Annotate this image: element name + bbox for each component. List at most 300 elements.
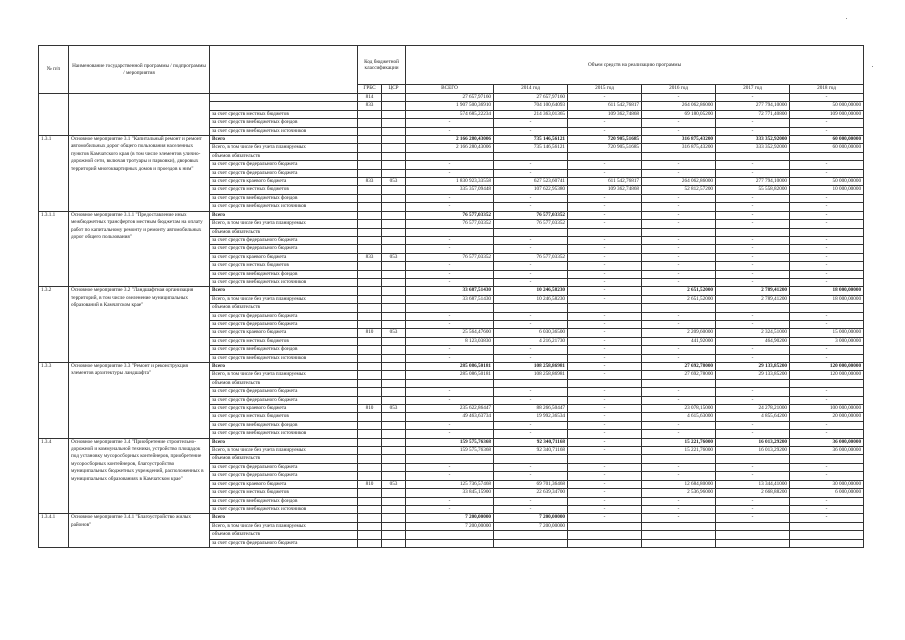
year-value-cell: - bbox=[642, 312, 716, 320]
year-value-cell: 72 771,40800 bbox=[716, 110, 790, 118]
year-value-cell: - bbox=[494, 236, 568, 244]
year-value-cell: 27 657,97160 bbox=[494, 94, 568, 102]
year-value-cell: - bbox=[568, 161, 642, 169]
year-value-cell: 2 789,41200 bbox=[716, 295, 790, 303]
grbs-code-cell bbox=[358, 220, 382, 228]
funding-source-cell: за счет средств внебюджетных фондов bbox=[210, 194, 358, 202]
total-value-cell: - bbox=[406, 320, 494, 328]
row-name-cell bbox=[69, 94, 210, 136]
year-value-cell: - bbox=[642, 220, 716, 228]
grbs-code-cell bbox=[358, 514, 382, 522]
year-value-cell: 29 133,85200 bbox=[716, 363, 790, 371]
funding-source-cell: за счет средств местных бюджетов bbox=[210, 489, 358, 497]
year-value-cell: 333 352,92000 bbox=[716, 136, 790, 144]
year-value-cell: 441,92000 bbox=[642, 337, 716, 345]
funding-source-cell: за счет средств федерального бюджета bbox=[210, 396, 358, 404]
year-value-cell: - bbox=[568, 320, 642, 328]
year-value-cell: - bbox=[790, 245, 864, 253]
year-value-cell: 27 692,78000 bbox=[642, 363, 716, 371]
grbs-code-cell bbox=[358, 320, 382, 328]
funding-source-cell: за счет средств краевого бюджета bbox=[210, 480, 358, 488]
grbs-code-cell bbox=[358, 245, 382, 253]
year-value-cell bbox=[790, 379, 864, 387]
funding-source-cell: за счет средств внебюджетных фондов bbox=[210, 346, 358, 354]
budget-table bbox=[38, 45, 864, 548]
year-value-cell bbox=[568, 379, 642, 387]
year-value-cell: - bbox=[716, 253, 790, 261]
grbs-code-cell bbox=[358, 455, 382, 463]
total-value-cell: 2 166 280,43006 bbox=[406, 136, 494, 144]
grbs-code-cell: 810 bbox=[358, 405, 382, 413]
year-value-cell bbox=[716, 228, 790, 236]
csr-code-cell bbox=[382, 295, 406, 303]
year-value-cell bbox=[790, 152, 864, 160]
year-value-cell: 108 258,86981 bbox=[494, 371, 568, 379]
year-value-cell bbox=[642, 304, 716, 312]
year-value-cell: - bbox=[716, 388, 790, 396]
year-value-cell: 4 615,63000 bbox=[642, 413, 716, 421]
grbs-code-cell bbox=[358, 438, 382, 446]
year-value-cell: - bbox=[494, 463, 568, 471]
table-row bbox=[39, 438, 864, 446]
year-value-cell bbox=[642, 539, 716, 547]
year-value-cell: - bbox=[568, 245, 642, 253]
funding-source-cell: за счет средств федерального бюджета bbox=[210, 539, 358, 547]
year-value-cell: - bbox=[790, 396, 864, 404]
year-value-cell: 60 000,00000 bbox=[790, 144, 864, 152]
year-value-cell: - bbox=[716, 161, 790, 169]
year-value-cell: 107 622,95380 bbox=[494, 186, 568, 194]
year-value-cell: - bbox=[716, 194, 790, 202]
year-value-cell: - bbox=[716, 421, 790, 429]
grbs-code-cell bbox=[358, 211, 382, 219]
funding-source-cell: Всего, в том числе без учета планируемых bbox=[210, 220, 358, 228]
year-value-cell: 264 062,86000 bbox=[642, 102, 716, 110]
grbs-code-cell bbox=[358, 161, 382, 169]
total-value-cell: 25 564,47600 bbox=[406, 329, 494, 337]
total-value-cell: 285 086,50181 bbox=[406, 371, 494, 379]
total-value-cell: - bbox=[406, 472, 494, 480]
year-value-cell bbox=[568, 455, 642, 463]
csr-code-cell bbox=[382, 388, 406, 396]
year-value-cell: 76 577,03352 bbox=[494, 211, 568, 219]
year-value-cell: 50 000,00000 bbox=[790, 178, 864, 186]
csr-code-cell bbox=[382, 430, 406, 438]
year-value-cell: 2 789,41200 bbox=[716, 287, 790, 295]
csr-code-cell bbox=[382, 245, 406, 253]
grbs-code-cell bbox=[358, 489, 382, 497]
year-value-cell: - bbox=[494, 430, 568, 438]
year-value-cell: - bbox=[568, 388, 642, 396]
total-value-cell: 33 845,15900 bbox=[406, 489, 494, 497]
year-value-cell: 720 905,51685 bbox=[568, 144, 642, 152]
funding-source-cell: за счет средств краевого бюджета bbox=[210, 253, 358, 261]
year-value-cell: - bbox=[494, 421, 568, 429]
year-value-cell: 20 000,00000 bbox=[790, 413, 864, 421]
total-value-cell: 2 166 280,43006 bbox=[406, 144, 494, 152]
csr-code-cell bbox=[382, 194, 406, 202]
year-value-cell: 18 000,00000 bbox=[790, 295, 864, 303]
year-value-cell: - bbox=[642, 245, 716, 253]
year-value-cell: - bbox=[716, 245, 790, 253]
year-value-cell: - bbox=[716, 430, 790, 438]
funding-source-cell: за счет средств федерального бюджета bbox=[210, 169, 358, 177]
year-value-cell bbox=[568, 304, 642, 312]
total-value-cell: 76 577,03352 bbox=[406, 253, 494, 261]
year-value-cell: 23 078,15000 bbox=[642, 405, 716, 413]
year-value-cell: 120 000,00000 bbox=[790, 371, 864, 379]
year-value-cell: - bbox=[790, 253, 864, 261]
col-year-2015-header: 2015 год bbox=[568, 85, 642, 94]
funding-source-cell: за счет средств внебюджетных фондов bbox=[210, 421, 358, 429]
funding-source-cell: за счет средств внебюджетных источников bbox=[210, 203, 358, 211]
year-value-cell: - bbox=[494, 169, 568, 177]
grbs-code-cell bbox=[358, 169, 382, 177]
funding-source-cell: объемов обязательств bbox=[210, 152, 358, 160]
year-value-cell: - bbox=[642, 463, 716, 471]
year-value-cell: - bbox=[568, 194, 642, 202]
year-value-cell: - bbox=[568, 211, 642, 219]
csr-code-cell bbox=[382, 278, 406, 286]
year-value-cell: - bbox=[790, 346, 864, 354]
funding-source-cell: за счет средств федерального бюджета bbox=[210, 245, 358, 253]
csr-code-cell bbox=[382, 203, 406, 211]
csr-code-cell: 053 bbox=[382, 405, 406, 413]
year-value-cell: 464,90200 bbox=[716, 337, 790, 345]
year-value-cell: - bbox=[494, 396, 568, 404]
funding-source-cell: за счет средств федерального бюджета bbox=[210, 161, 358, 169]
year-value-cell: - bbox=[494, 203, 568, 211]
year-value-cell: - bbox=[716, 396, 790, 404]
csr-code-cell bbox=[382, 169, 406, 177]
year-value-cell: - bbox=[568, 514, 642, 522]
csr-code-cell bbox=[382, 455, 406, 463]
year-value-cell: - bbox=[568, 236, 642, 244]
col-year-2016-header: 2016 год bbox=[642, 85, 716, 94]
year-value-cell: - bbox=[494, 270, 568, 278]
year-value-cell: - bbox=[790, 169, 864, 177]
total-value-cell: 1 830 923,33558 bbox=[406, 178, 494, 186]
year-value-cell: - bbox=[642, 320, 716, 328]
year-value-cell: - bbox=[568, 287, 642, 295]
funding-source-cell bbox=[210, 102, 358, 110]
funding-source-cell: за счет средств внебюджетных источников bbox=[210, 278, 358, 286]
year-value-cell: 214 363,01365 bbox=[494, 110, 568, 118]
year-value-cell: 627 523,60741 bbox=[494, 178, 568, 186]
year-value-cell: 30 000,00000 bbox=[790, 480, 864, 488]
year-value-cell: - bbox=[568, 312, 642, 320]
year-value-cell: - bbox=[790, 220, 864, 228]
year-value-cell bbox=[642, 228, 716, 236]
total-value-cell: 235 622,86447 bbox=[406, 405, 494, 413]
grbs-code-cell bbox=[358, 136, 382, 144]
year-value-cell: - bbox=[790, 421, 864, 429]
total-value-cell bbox=[406, 228, 494, 236]
year-value-cell: - bbox=[568, 337, 642, 345]
csr-code-cell: 053 bbox=[382, 253, 406, 261]
funding-source-cell: за счет средств местных бюджетов bbox=[210, 110, 358, 118]
year-value-cell bbox=[568, 531, 642, 539]
year-value-cell: - bbox=[716, 169, 790, 177]
year-value-cell: - bbox=[790, 194, 864, 202]
year-value-cell: - bbox=[790, 354, 864, 362]
grbs-code-cell bbox=[358, 304, 382, 312]
total-value-cell: 335 357,09448 bbox=[406, 186, 494, 194]
year-value-cell: 92 340,71168 bbox=[494, 447, 568, 455]
year-value-cell: - bbox=[790, 127, 864, 135]
year-value-cell: - bbox=[568, 430, 642, 438]
year-value-cell: 15 221,76000 bbox=[642, 447, 716, 455]
funding-source-cell: Всего bbox=[210, 287, 358, 295]
total-value-cell: - bbox=[406, 119, 494, 127]
year-value-cell: - bbox=[494, 127, 568, 135]
year-value-cell bbox=[494, 379, 568, 387]
year-value-cell: - bbox=[568, 438, 642, 446]
csr-code-cell bbox=[382, 539, 406, 547]
year-value-cell: - bbox=[790, 211, 864, 219]
table-row bbox=[39, 287, 864, 295]
year-value-cell: - bbox=[790, 161, 864, 169]
year-value-cell: - bbox=[494, 312, 568, 320]
csr-code-cell bbox=[382, 110, 406, 118]
grbs-code-cell bbox=[358, 262, 382, 270]
year-value-cell: - bbox=[716, 472, 790, 480]
csr-code-cell: 053 bbox=[382, 178, 406, 186]
year-value-cell: - bbox=[790, 262, 864, 270]
funding-source-cell: за счет средств федерального бюджета bbox=[210, 236, 358, 244]
year-value-cell: - bbox=[790, 312, 864, 320]
year-value-cell: 10 246,58230 bbox=[494, 287, 568, 295]
year-value-cell bbox=[494, 539, 568, 547]
csr-code-cell bbox=[382, 186, 406, 194]
measure-number-cell: 1.3.1 bbox=[39, 136, 69, 212]
csr-code-cell bbox=[382, 354, 406, 362]
year-value-cell: - bbox=[716, 346, 790, 354]
year-value-cell: - bbox=[494, 320, 568, 328]
year-value-cell: 316 875,43200 bbox=[642, 136, 716, 144]
funding-source-cell: Всего, в том числе без учета планируемых bbox=[210, 295, 358, 303]
funding-source-cell: за счет средств краевого бюджета bbox=[210, 329, 358, 337]
year-value-cell bbox=[494, 304, 568, 312]
year-value-cell bbox=[790, 539, 864, 547]
year-value-cell: - bbox=[568, 472, 642, 480]
year-value-cell: - bbox=[716, 497, 790, 505]
year-value-cell: - bbox=[494, 505, 568, 513]
year-value-cell: 10 000,00000 bbox=[790, 186, 864, 194]
year-value-cell bbox=[642, 531, 716, 539]
year-value-cell: 316 875,43200 bbox=[642, 144, 716, 152]
funding-source-cell bbox=[210, 94, 358, 102]
year-value-cell: - bbox=[568, 270, 642, 278]
csr-code-cell bbox=[382, 144, 406, 152]
measure-name-cell: Основное мероприятие 3.4 "Приобретение строительно-дорожной и коммунальной техники, устройство площадок под установку мусоросборных контейнеров, приобретение мусоросборных контейнеров, благоустройство муниципальных бюджетных учреждений, расположенных в муниципальных образованиях в Камчатском крае" bbox=[69, 438, 210, 514]
year-value-cell: 704 100,64093 bbox=[494, 102, 568, 110]
csr-code-cell bbox=[382, 514, 406, 522]
year-value-cell: - bbox=[790, 505, 864, 513]
year-value-cell: - bbox=[716, 220, 790, 228]
budget-table-sheet bbox=[38, 45, 863, 548]
grbs-code-cell bbox=[358, 371, 382, 379]
year-value-cell: - bbox=[642, 169, 716, 177]
total-value-cell bbox=[406, 539, 494, 547]
funding-source-cell: Всего bbox=[210, 438, 358, 446]
funding-source-cell: за счет средств внебюджетных фондов bbox=[210, 119, 358, 127]
year-value-cell bbox=[716, 531, 790, 539]
funding-source-cell: Всего, в том числе без учета планируемых bbox=[210, 371, 358, 379]
funding-source-cell: объемов обязательств bbox=[210, 228, 358, 236]
csr-code-cell bbox=[382, 447, 406, 455]
year-value-cell: 2 651,52000 bbox=[642, 287, 716, 295]
csr-code-cell bbox=[382, 312, 406, 320]
year-value-cell: - bbox=[642, 388, 716, 396]
year-value-cell: 109 000,00000 bbox=[790, 110, 864, 118]
grbs-code-cell bbox=[358, 472, 382, 480]
csr-code-cell bbox=[382, 522, 406, 530]
scan-speck bbox=[872, 66, 873, 67]
budget-table-body bbox=[39, 94, 864, 548]
funding-source-cell: за счет средств краевого бюджета bbox=[210, 405, 358, 413]
csr-code-cell bbox=[382, 438, 406, 446]
grbs-code-cell bbox=[358, 413, 382, 421]
funding-source-cell: Всего bbox=[210, 363, 358, 371]
year-value-cell: - bbox=[790, 119, 864, 127]
year-value-cell bbox=[642, 522, 716, 530]
csr-code-cell bbox=[382, 102, 406, 110]
year-value-cell: 6 030,36500 bbox=[494, 329, 568, 337]
year-value-cell: 18 000,00000 bbox=[790, 287, 864, 295]
year-value-cell: - bbox=[568, 480, 642, 488]
year-value-cell: - bbox=[494, 346, 568, 354]
grbs-code-cell bbox=[358, 203, 382, 211]
csr-code-cell bbox=[382, 228, 406, 236]
measure-number-cell: 1.3.2 bbox=[39, 287, 69, 363]
grbs-code-cell bbox=[358, 186, 382, 194]
total-value-cell: - bbox=[406, 245, 494, 253]
year-value-cell: - bbox=[568, 489, 642, 497]
total-value-cell: - bbox=[406, 262, 494, 270]
year-value-cell bbox=[568, 539, 642, 547]
grbs-code-cell bbox=[358, 505, 382, 513]
total-value-cell: 159 575,76368 bbox=[406, 438, 494, 446]
year-value-cell: - bbox=[642, 253, 716, 261]
year-value-cell: 69 701,36468 bbox=[494, 480, 568, 488]
year-value-cell: - bbox=[642, 396, 716, 404]
csr-code-cell bbox=[382, 337, 406, 345]
grbs-code-cell bbox=[358, 194, 382, 202]
grbs-code-cell bbox=[358, 236, 382, 244]
csr-code-cell bbox=[382, 489, 406, 497]
col-number-header: № п/п bbox=[39, 46, 69, 94]
year-value-cell: - bbox=[642, 203, 716, 211]
year-value-cell: 88 266,50447 bbox=[494, 405, 568, 413]
year-value-cell: - bbox=[568, 94, 642, 102]
funding-source-cell: за счет средств внебюджетных источников bbox=[210, 354, 358, 362]
year-value-cell: - bbox=[716, 211, 790, 219]
year-value-cell: 24 278,21000 bbox=[716, 405, 790, 413]
year-value-cell: - bbox=[790, 270, 864, 278]
year-value-cell: - bbox=[716, 320, 790, 328]
year-value-cell: - bbox=[568, 220, 642, 228]
year-value-cell: - bbox=[568, 295, 642, 303]
col-year-2018-header: 2018 год bbox=[790, 85, 864, 94]
year-value-cell: - bbox=[642, 194, 716, 202]
csr-code-cell bbox=[382, 127, 406, 135]
total-value-cell: 7 200,00000 bbox=[406, 514, 494, 522]
year-value-cell: - bbox=[568, 396, 642, 404]
grbs-code-cell: 810 bbox=[358, 480, 382, 488]
total-value-cell: 76 577,03352 bbox=[406, 211, 494, 219]
funding-source-cell: за счет средств федерального бюджета bbox=[210, 463, 358, 471]
funding-source-cell: за счет средств краевого бюджета bbox=[210, 178, 358, 186]
csr-code-cell: 053 bbox=[382, 480, 406, 488]
csr-code-cell bbox=[382, 220, 406, 228]
year-value-cell: - bbox=[716, 354, 790, 362]
year-value-cell: 3 000,00000 bbox=[790, 337, 864, 345]
funding-source-cell: Всего bbox=[210, 136, 358, 144]
year-value-cell: 2 536,96000 bbox=[642, 489, 716, 497]
total-value-cell: 33 687,51430 bbox=[406, 287, 494, 295]
year-value-cell: - bbox=[568, 346, 642, 354]
csr-code-cell bbox=[382, 472, 406, 480]
total-value-cell bbox=[406, 531, 494, 539]
funding-source-cell: за счет средств внебюджетных фондов bbox=[210, 270, 358, 278]
year-value-cell: - bbox=[494, 497, 568, 505]
csr-code-cell bbox=[382, 421, 406, 429]
year-value-cell: - bbox=[568, 497, 642, 505]
year-value-cell: 100 000,00000 bbox=[790, 405, 864, 413]
year-value-cell: - bbox=[568, 203, 642, 211]
csr-code-cell bbox=[382, 379, 406, 387]
csr-code-cell bbox=[382, 262, 406, 270]
row-number-cell bbox=[39, 94, 69, 136]
year-value-cell: 92 340,71168 bbox=[494, 438, 568, 446]
year-value-cell: 15 000,00000 bbox=[790, 329, 864, 337]
year-value-cell: - bbox=[716, 203, 790, 211]
year-value-cell bbox=[642, 455, 716, 463]
csr-code-cell bbox=[382, 161, 406, 169]
total-value-cell: 8 123,03830 bbox=[406, 337, 494, 345]
grbs-code-cell bbox=[358, 270, 382, 278]
total-value-cell: 125 736,57468 bbox=[406, 480, 494, 488]
year-value-cell: - bbox=[494, 119, 568, 127]
funding-source-cell: за счет средств внебюджетных фондов bbox=[210, 497, 358, 505]
year-value-cell: - bbox=[494, 278, 568, 286]
grbs-code-cell: 833 bbox=[358, 253, 382, 261]
funding-source-cell: за счет средств местных бюджетов bbox=[210, 337, 358, 345]
total-value-cell: - bbox=[406, 421, 494, 429]
total-value-cell bbox=[406, 379, 494, 387]
year-value-cell bbox=[642, 152, 716, 160]
year-value-cell: - bbox=[790, 497, 864, 505]
csr-code-cell bbox=[382, 236, 406, 244]
grbs-code-cell bbox=[358, 447, 382, 455]
year-value-cell: 15 221,76000 bbox=[642, 438, 716, 446]
funding-source-cell: за счет средств федерального бюджета bbox=[210, 312, 358, 320]
grbs-code-cell bbox=[358, 152, 382, 160]
total-value-cell bbox=[406, 304, 494, 312]
csr-code-cell bbox=[382, 320, 406, 328]
year-value-cell: - bbox=[642, 161, 716, 169]
year-value-cell: - bbox=[642, 505, 716, 513]
year-value-cell: - bbox=[790, 430, 864, 438]
total-value-cell: - bbox=[406, 354, 494, 362]
total-value-cell: - bbox=[406, 430, 494, 438]
csr-code-cell bbox=[382, 304, 406, 312]
funding-source-cell: за счет средств федерального бюджета bbox=[210, 472, 358, 480]
grbs-code-cell bbox=[358, 430, 382, 438]
total-value-cell: - bbox=[406, 312, 494, 320]
year-value-cell: 10 246,58230 bbox=[494, 295, 568, 303]
